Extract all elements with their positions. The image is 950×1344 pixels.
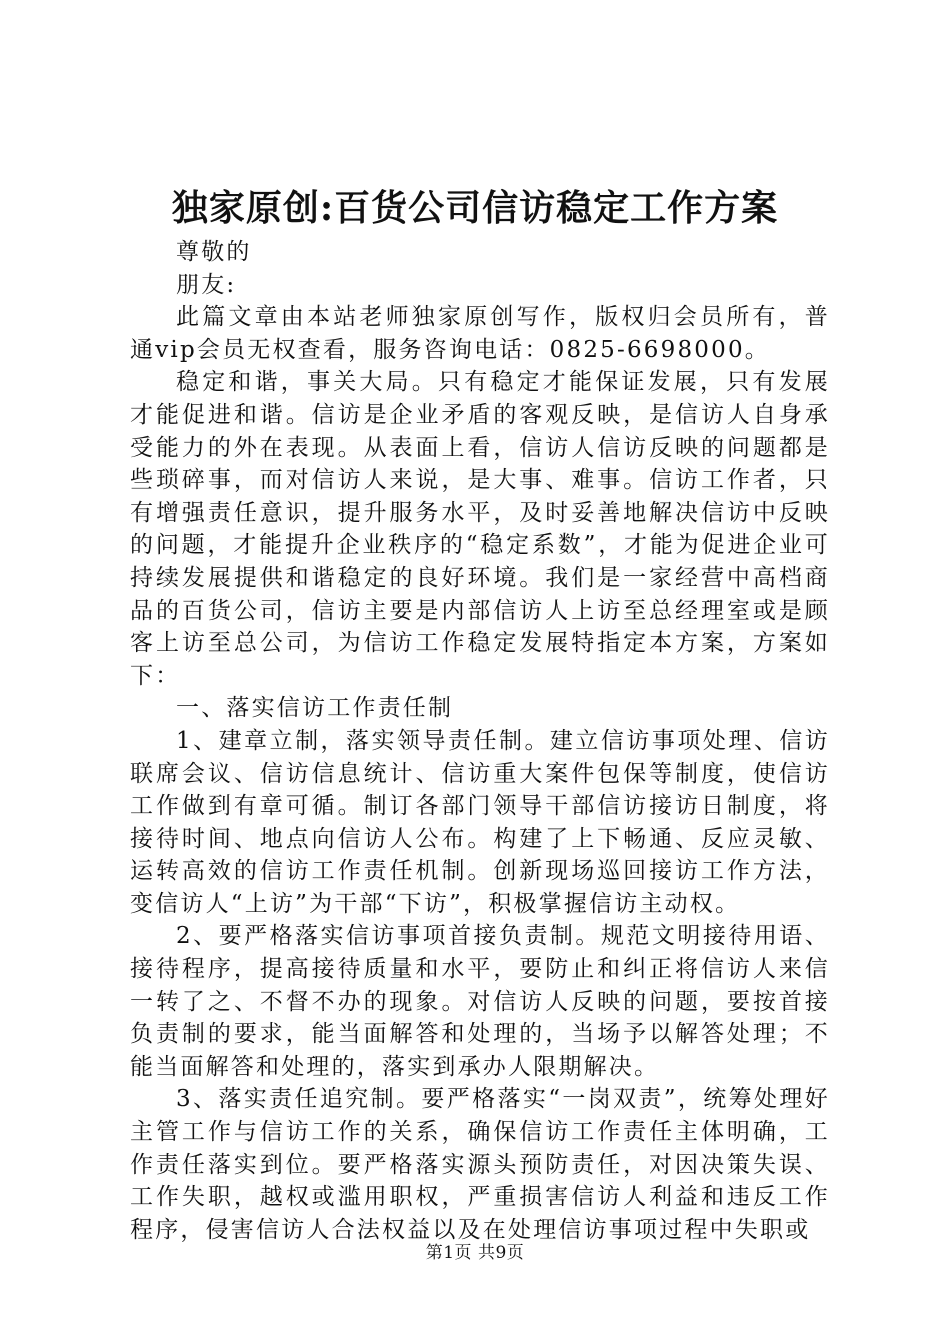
- page-number: 第1页 共9页: [425, 1243, 525, 1263]
- document-body: [130, 236, 830, 1246]
- section-heading: 一、落实信访工作责任制: [176, 695, 454, 722]
- greeting-line: 朋友:: [176, 271, 237, 298]
- paragraph: 2、要严格落实信访事项首接负责制。规范文明接待用语、接待程序，提高接待质量和水平，要防止和纠正将信访人来信一转了之、不督不办的现象。对信访人反映的问题，要按首接负责制的要求，能当面解答和处理的，当场予以解答处理；不能当面解答和处理的，落实到承办人限期解决。: [130, 923, 830, 1080]
- paragraph: 3、落实责任追究制。要严格落实“一岗双责”，统筹处理好主管工作与信访工作的关系，确保信访工作责任主体明确，工作责任落实到位。要严格落实源头预防责任，对因决策失误、工作失职，越权或滥用职权，严重损害信访人利益和违反工作程序，侵害信访人合法权益以及在处理信访事项过程中失职或: [130, 1086, 830, 1243]
- paragraph: 稳定和谐，事关大局。只有稳定才能保证发展，只有发展才能促进和谐。信访是企业矛盾的客观反映，是信访人自身承受能力的外在表现。从表面上看，信访人信访反映的问题都是些琐碎事，而对信访人来说，是大事、难事。信访工作者，只有增强责任意识，提升服务水平，及时妥善地解决信访中反映的问题，才能提升企业秩序的“稳定系数”，才能为促进企业可持续发展提供和谐稳定的良好环境。我们是一家经营中高档商品的百货公司，信访主要是内部信访人上访至总经理室或是顾客上访至总公司，为信访工作稳定发展特指定本方案，方案如下：: [130, 369, 830, 689]
- paragraph: 此篇文章由本站老师独家原创写作，版权归会员所有，普通vip会员无权查看，服务咨询电话：0825-6698000。: [130, 304, 830, 363]
- paragraph: 1、建章立制，落实领导责任制。建立信访事项处理、信访联席会议、信访信息统计、信访重大案件包保等制度，使信访工作做到有章可循。制订各部门领导干部信访接访日制度，将接待时间、地点向信访人公布。构建了上下畅通、反应灵敏、运转高效的信访工作责任机制。创新现场巡回接访工作方法，变信访人“上访”为干部“下访”，积极掌握信访主动权。: [130, 727, 830, 917]
- document-title: 独家原创:百货公司信访稳定工作方案: [171, 187, 779, 229]
- greeting-line: 尊敬的: [176, 239, 252, 265]
